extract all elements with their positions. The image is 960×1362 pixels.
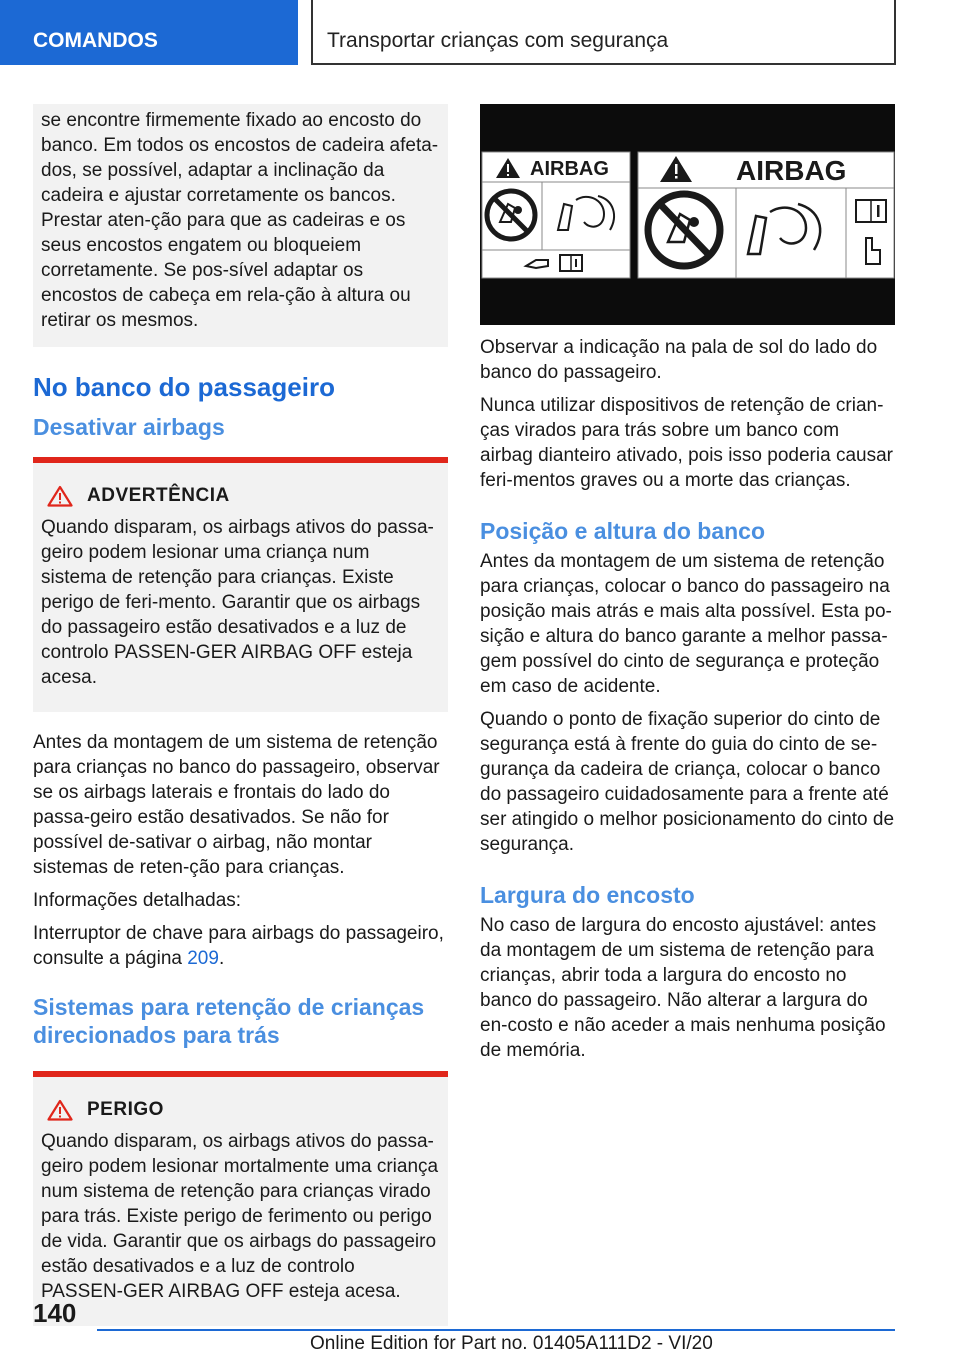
danger-text: Quando disparam, os airbags ativos do passa-geiro podem lesionar mortalmente uma criança num sistema de retenção para crianças virado para trás. Existe perigo de ferimento ou perigo de vida. Garantir que os airbags do passageiro estão desativados e a luz de controlo PASSEN-GER AIRBAG OFF esteja acesa. <box>41 1131 439 1302</box>
danger-title: PERIGO <box>87 1099 164 1120</box>
paragraph: Quando o ponto de fixação superior do cinto de segurança está à frente do guia do cinto de se-gurança da cadeira de criança, colocar o banco do passageiro cuidadosamente para a frente até ser atingido o melhor posicionamento do cinto de segurança. <box>480 709 895 855</box>
subheading-seat-position: Posição e altura do banco <box>480 518 766 544</box>
footer-edition: Online Edition for Part no. 01405A111D2 - VI/20 <box>310 1333 713 1354</box>
warning-text: Quando disparam, os airbags ativos do passa-geiro podem lesionar uma criança num sistema de retenção para crianças. Existe perigo de feri-mento. Garantir que os airbags do passageiro estão desativados e a luz de controlo PASSEN-GER AIRBAG OFF esteja acesa. <box>41 517 434 688</box>
warning-box <box>33 457 448 712</box>
airbag-label-figure <box>480 104 895 325</box>
subheading-backrest-width: Largura do encosto <box>480 882 695 908</box>
paragraph: Antes da montagem de um sistema de retenção para crianças, colocar o banco do passageiro na posição mais atrás e mais alta possível. Esta po-sição e altura do banco garante a melhor passa-gem possível do cinto de segurança e proteção em caso de acidente. <box>480 551 892 697</box>
right-column <box>480 104 895 1071</box>
page-number: 140 <box>33 1298 77 1328</box>
airbag-label-small: AIRBAG <box>530 158 609 180</box>
footer-rule <box>97 1329 895 1331</box>
warning-triangle-icon <box>47 485 73 507</box>
paragraph: No caso de largura do encosto ajustável: antes da montagem de um sistema de retenção para crianças, abrir toda a largura do encosto no banco do passageiro. Não alterar a largura do en-costo e não aceder a mais nenhuma posição de memória. <box>480 915 886 1061</box>
paragraph-text: Interruptor de chave para airbags do passageiro, consulte a página <box>33 923 444 969</box>
paragraph: Informações detalhadas: <box>33 890 242 911</box>
paragraph: Antes da montagem de um sistema de retenção para crianças no banco do passageiro, observar se os airbags laterais e frontais do lado do passa-geiro estão desativados. Se não for possível de-sativar o airbag, não montar sistemas de reten-ção para crianças. <box>33 732 440 878</box>
warning-header <box>41 485 440 507</box>
paragraph-with-link <box>33 921 448 971</box>
subheading-deactivate-airbags: Desativar airbags <box>33 414 225 440</box>
heading-passenger-seat: No banco do passageiro <box>33 372 335 402</box>
danger-header <box>41 1099 440 1121</box>
subheading-rear-facing-seats: Sistemas para retenção de crianças direcionados para trás <box>33 994 425 1048</box>
section-tab: COMANDOS <box>0 0 298 65</box>
intro-text: se encontre firmemente fixado ao encosto do banco. Em todos os encostos de cadeira afeta-dos, se possível, adaptar a inclinação da cadeira e ajustar corretamente os bancos. Prestar aten-ção para que as cadeiras e os seus encostos engatem ou bloqueiem corretamente. Se pos-sível adaptar os encostos de cabeça em rela-ção à altura ou retirar os mesmos. <box>41 110 439 331</box>
paragraph-end: . <box>218 948 225 969</box>
warning-title: ADVERTÊNCIA <box>87 485 230 506</box>
page-link[interactable]: 209 <box>187 948 219 969</box>
danger-box <box>33 1071 448 1326</box>
intro-box <box>33 104 448 347</box>
paragraph: Nunca utilizar dispositivos de retenção de crian-ças virados para trás sobre um banco com airbag dianteiro ativado, pois isso poderia causar feri-mentos graves ou a morte das crianças. <box>480 395 893 491</box>
chapter-title: Transportar crianças com segurança <box>311 0 896 65</box>
warning-triangle-icon <box>47 1099 73 1121</box>
airbag-warning-labels-image <box>480 104 895 325</box>
airbag-label-large: AIRBAG <box>736 155 847 186</box>
paragraph: Observar a indicação na pala de sol do lado do banco do passageiro. <box>480 337 878 383</box>
left-column <box>33 104 448 1344</box>
